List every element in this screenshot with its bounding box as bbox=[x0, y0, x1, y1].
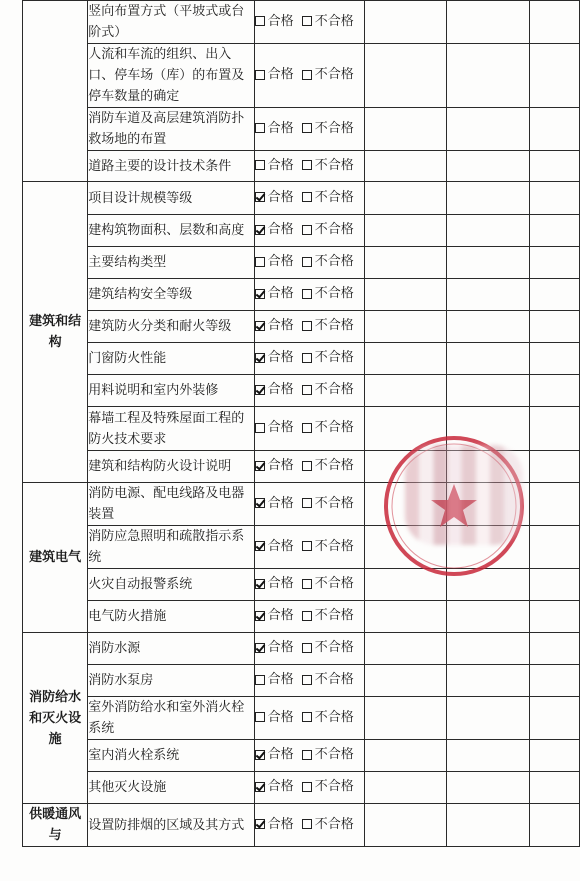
fail-option[interactable] bbox=[302, 776, 354, 797]
review-item-label: 门窗防火性能 bbox=[88, 343, 254, 375]
empty-cell bbox=[447, 108, 530, 151]
fail-option[interactable] bbox=[302, 417, 354, 438]
fail-option[interactable] bbox=[302, 219, 354, 240]
pass-option[interactable] bbox=[255, 744, 294, 765]
empty-cell bbox=[364, 772, 447, 804]
fail-checkbox[interactable] bbox=[302, 257, 312, 267]
empty-cell bbox=[447, 451, 530, 483]
result-cell bbox=[254, 247, 364, 279]
pass-label: 合格 bbox=[267, 222, 294, 238]
empty-cell bbox=[529, 526, 580, 569]
empty-cell bbox=[364, 215, 447, 247]
pass-label: 合格 bbox=[267, 382, 294, 398]
pass-option[interactable] bbox=[255, 637, 294, 658]
pass-checkbox[interactable] bbox=[255, 461, 265, 471]
fail-option[interactable] bbox=[302, 64, 354, 85]
empty-cell bbox=[364, 697, 447, 740]
pass-label: 合格 bbox=[267, 67, 294, 83]
table-row bbox=[23, 44, 580, 108]
empty-cell bbox=[447, 633, 530, 665]
fail-checkbox[interactable] bbox=[302, 289, 312, 299]
empty-cell bbox=[529, 279, 580, 311]
fail-checkbox[interactable] bbox=[302, 16, 312, 26]
empty-cell bbox=[364, 44, 447, 108]
empty-cell bbox=[447, 772, 530, 804]
pass-option[interactable] bbox=[255, 379, 294, 400]
pass-checkbox[interactable] bbox=[255, 225, 265, 235]
pass-label: 合格 bbox=[267, 318, 294, 334]
empty-cell bbox=[529, 247, 580, 279]
pass-option[interactable] bbox=[255, 605, 294, 626]
empty-cell bbox=[364, 633, 447, 665]
pass-checkbox[interactable] bbox=[255, 257, 265, 267]
fail-label: 不合格 bbox=[314, 67, 354, 83]
empty-cell bbox=[364, 311, 447, 343]
empty-cell bbox=[529, 804, 580, 847]
pass-checkbox[interactable] bbox=[255, 385, 265, 395]
pass-checkbox[interactable] bbox=[255, 289, 265, 299]
review-item-label: 其他灭火设施 bbox=[88, 772, 254, 804]
pass-label: 合格 bbox=[267, 254, 294, 270]
fail-option[interactable] bbox=[302, 118, 354, 139]
pass-checkbox[interactable] bbox=[255, 819, 265, 829]
pass-label: 合格 bbox=[267, 747, 294, 763]
category-cell: 消防给水和灭火设施 bbox=[23, 633, 88, 804]
fail-checkbox[interactable] bbox=[302, 750, 312, 760]
empty-cell bbox=[364, 343, 447, 375]
empty-cell bbox=[364, 375, 447, 407]
fail-checkbox[interactable] bbox=[302, 321, 312, 331]
empty-cell bbox=[364, 247, 447, 279]
fail-option[interactable] bbox=[302, 379, 354, 400]
pass-checkbox[interactable] bbox=[255, 353, 265, 363]
result-cell bbox=[254, 343, 364, 375]
empty-cell bbox=[529, 569, 580, 601]
result-cell bbox=[254, 151, 364, 182]
result-cell bbox=[254, 451, 364, 483]
fail-label: 不合格 bbox=[314, 576, 354, 592]
review-item-label: 道路主要的设计技术条件 bbox=[88, 151, 254, 182]
result-cell bbox=[254, 665, 364, 697]
review-item-label: 主要结构类型 bbox=[88, 247, 254, 279]
result-cell bbox=[254, 44, 364, 108]
empty-cell bbox=[447, 151, 530, 182]
table-row bbox=[23, 740, 580, 772]
empty-cell bbox=[447, 375, 530, 407]
empty-cell bbox=[529, 343, 580, 375]
pass-label: 合格 bbox=[267, 495, 294, 511]
pass-option[interactable] bbox=[255, 118, 294, 139]
category-cell: 建筑电气 bbox=[23, 483, 88, 633]
review-item-label: 人流和车流的组织、出入口、停车场（库）的布置及停车数量的确定 bbox=[88, 44, 254, 108]
empty-cell bbox=[529, 108, 580, 151]
fail-label: 不合格 bbox=[314, 222, 354, 238]
fail-label: 不合格 bbox=[314, 640, 354, 656]
pass-label: 合格 bbox=[267, 13, 294, 29]
review-item-label: 建筑和结构防火设计说明 bbox=[88, 451, 254, 483]
fail-label: 不合格 bbox=[314, 709, 354, 725]
pass-label: 合格 bbox=[267, 350, 294, 366]
empty-cell bbox=[447, 483, 530, 526]
result-cell bbox=[254, 633, 364, 665]
fail-label: 不合格 bbox=[314, 420, 354, 436]
pass-checkbox[interactable] bbox=[255, 498, 265, 508]
fail-label: 不合格 bbox=[314, 608, 354, 624]
table-row bbox=[23, 182, 580, 215]
pass-option[interactable] bbox=[255, 707, 294, 728]
table-row bbox=[23, 1, 580, 44]
result-cell bbox=[254, 279, 364, 311]
fail-option[interactable] bbox=[302, 155, 354, 176]
pass-option[interactable] bbox=[255, 155, 294, 176]
result-cell bbox=[254, 375, 364, 407]
review-item-label: 用料说明和室内外装修 bbox=[88, 375, 254, 407]
result-cell bbox=[254, 108, 364, 151]
fail-option[interactable] bbox=[302, 187, 354, 208]
result-cell bbox=[254, 772, 364, 804]
empty-cell bbox=[529, 375, 580, 407]
table-row bbox=[23, 483, 580, 526]
table-row bbox=[23, 451, 580, 483]
empty-cell bbox=[529, 697, 580, 740]
fail-label: 不合格 bbox=[314, 254, 354, 270]
empty-cell bbox=[447, 697, 530, 740]
fail-option[interactable] bbox=[302, 605, 354, 626]
pass-label: 合格 bbox=[267, 157, 294, 173]
empty-cell bbox=[447, 343, 530, 375]
empty-cell bbox=[364, 279, 447, 311]
empty-cell bbox=[529, 772, 580, 804]
result-cell bbox=[254, 311, 364, 343]
fail-checkbox[interactable] bbox=[302, 123, 312, 133]
pass-option[interactable] bbox=[255, 251, 294, 272]
pass-label: 合格 bbox=[267, 816, 294, 832]
empty-cell bbox=[529, 1, 580, 44]
fail-checkbox[interactable] bbox=[302, 541, 312, 551]
table-row bbox=[23, 665, 580, 697]
empty-cell bbox=[447, 247, 530, 279]
pass-option[interactable] bbox=[255, 187, 294, 208]
fail-option[interactable] bbox=[302, 251, 354, 272]
table-row bbox=[23, 247, 580, 279]
review-item-label: 火灾自动报警系统 bbox=[88, 569, 254, 601]
fail-option[interactable] bbox=[302, 637, 354, 658]
result-cell bbox=[254, 1, 364, 44]
table-row bbox=[23, 343, 580, 375]
fail-label: 不合格 bbox=[314, 189, 354, 205]
table-row bbox=[23, 569, 580, 601]
empty-cell bbox=[447, 311, 530, 343]
empty-cell bbox=[447, 1, 530, 44]
fail-label: 不合格 bbox=[314, 318, 354, 334]
empty-cell bbox=[447, 740, 530, 772]
empty-cell bbox=[364, 483, 447, 526]
empty-cell bbox=[529, 182, 580, 215]
review-item-label: 消防应急照明和疏散指示系统 bbox=[88, 526, 254, 569]
fail-label: 不合格 bbox=[314, 120, 354, 136]
pass-label: 合格 bbox=[267, 538, 294, 554]
empty-cell bbox=[364, 601, 447, 633]
pass-option[interactable] bbox=[255, 669, 294, 690]
pass-label: 合格 bbox=[267, 779, 294, 795]
review-item-label: 室内消火栓系统 bbox=[88, 740, 254, 772]
fail-checkbox[interactable] bbox=[302, 579, 312, 589]
fail-label: 不合格 bbox=[314, 13, 354, 29]
fail-option[interactable] bbox=[302, 283, 354, 304]
table-row bbox=[23, 279, 580, 311]
empty-cell bbox=[447, 215, 530, 247]
fail-label: 不合格 bbox=[314, 286, 354, 302]
result-cell bbox=[254, 483, 364, 526]
empty-cell bbox=[364, 451, 447, 483]
table-row bbox=[23, 375, 580, 407]
review-item-label: 建筑结构安全等级 bbox=[88, 279, 254, 311]
empty-cell bbox=[364, 569, 447, 601]
empty-cell bbox=[529, 665, 580, 697]
review-item-label: 幕墙工程及特殊屋面工程的防火技术要求 bbox=[88, 407, 254, 451]
empty-cell bbox=[529, 407, 580, 451]
table-row bbox=[23, 407, 580, 451]
pass-checkbox[interactable] bbox=[255, 712, 265, 722]
fail-label: 不合格 bbox=[314, 779, 354, 795]
pass-checkbox[interactable] bbox=[255, 750, 265, 760]
pass-option[interactable] bbox=[255, 536, 294, 557]
result-cell bbox=[254, 215, 364, 247]
table-row bbox=[23, 697, 580, 740]
pass-option[interactable] bbox=[255, 493, 294, 514]
empty-cell bbox=[364, 526, 447, 569]
review-item-label: 电气防火措施 bbox=[88, 601, 254, 633]
fail-checkbox[interactable] bbox=[302, 498, 312, 508]
review-item-label: 消防水源 bbox=[88, 633, 254, 665]
pass-option[interactable] bbox=[255, 283, 294, 304]
empty-cell bbox=[447, 279, 530, 311]
empty-cell bbox=[447, 665, 530, 697]
fail-label: 不合格 bbox=[314, 350, 354, 366]
fail-label: 不合格 bbox=[314, 458, 354, 474]
fail-option[interactable] bbox=[302, 707, 354, 728]
fail-option[interactable] bbox=[302, 814, 354, 835]
empty-cell bbox=[447, 526, 530, 569]
empty-cell bbox=[447, 44, 530, 108]
result-cell bbox=[254, 697, 364, 740]
empty-cell bbox=[364, 151, 447, 182]
pass-option[interactable] bbox=[255, 776, 294, 797]
empty-cell bbox=[529, 633, 580, 665]
empty-cell bbox=[447, 804, 530, 847]
pass-option[interactable] bbox=[255, 347, 294, 368]
pass-checkbox[interactable] bbox=[255, 123, 265, 133]
pass-option[interactable] bbox=[255, 11, 294, 32]
empty-cell bbox=[529, 740, 580, 772]
fail-label: 不合格 bbox=[314, 382, 354, 398]
fail-option[interactable] bbox=[302, 315, 354, 336]
pass-label: 合格 bbox=[267, 120, 294, 136]
pass-label: 合格 bbox=[267, 672, 294, 688]
table-row bbox=[23, 772, 580, 804]
fail-label: 不合格 bbox=[314, 495, 354, 511]
result-cell bbox=[254, 804, 364, 847]
pass-option[interactable] bbox=[255, 417, 294, 438]
fail-option[interactable] bbox=[302, 669, 354, 690]
fail-label: 不合格 bbox=[314, 747, 354, 763]
review-item-label: 消防车道及高层建筑消防扑救场地的布置 bbox=[88, 108, 254, 151]
pass-checkbox[interactable] bbox=[255, 611, 265, 621]
pass-option[interactable] bbox=[255, 64, 294, 85]
pass-checkbox[interactable] bbox=[255, 321, 265, 331]
fail-checkbox[interactable] bbox=[302, 611, 312, 621]
review-item-label: 建构筑物面积、层数和高度 bbox=[88, 215, 254, 247]
pass-checkbox[interactable] bbox=[255, 643, 265, 653]
fail-checkbox[interactable] bbox=[302, 675, 312, 685]
pass-checkbox[interactable] bbox=[255, 541, 265, 551]
empty-cell bbox=[364, 407, 447, 451]
empty-cell bbox=[529, 44, 580, 108]
pass-checkbox[interactable] bbox=[255, 70, 265, 80]
review-item-label: 设置防排烟的区域及其方式 bbox=[88, 804, 254, 847]
pass-label: 合格 bbox=[267, 286, 294, 302]
empty-cell bbox=[364, 1, 447, 44]
empty-cell bbox=[364, 804, 447, 847]
fail-checkbox[interactable] bbox=[302, 160, 312, 170]
pass-option[interactable] bbox=[255, 315, 294, 336]
fail-checkbox[interactable] bbox=[302, 461, 312, 471]
pass-label: 合格 bbox=[267, 189, 294, 205]
pass-label: 合格 bbox=[267, 458, 294, 474]
pass-checkbox[interactable] bbox=[255, 782, 265, 792]
fire-design-review-table bbox=[22, 0, 580, 847]
empty-cell bbox=[529, 151, 580, 182]
fail-label: 不合格 bbox=[314, 816, 354, 832]
empty-cell bbox=[529, 215, 580, 247]
fail-option[interactable] bbox=[302, 744, 354, 765]
pass-label: 合格 bbox=[267, 576, 294, 592]
empty-cell bbox=[529, 451, 580, 483]
fail-option[interactable] bbox=[302, 347, 354, 368]
empty-cell bbox=[529, 311, 580, 343]
empty-cell bbox=[529, 483, 580, 526]
pass-checkbox[interactable] bbox=[255, 423, 265, 433]
empty-cell bbox=[447, 569, 530, 601]
result-cell bbox=[254, 569, 364, 601]
fail-checkbox[interactable] bbox=[302, 353, 312, 363]
fail-checkbox[interactable] bbox=[302, 782, 312, 792]
review-item-label: 室外消防给水和室外消火栓系统 bbox=[88, 697, 254, 740]
review-item-label: 消防电源、配电线路及电器装置 bbox=[88, 483, 254, 526]
pass-checkbox[interactable] bbox=[255, 192, 265, 202]
fail-checkbox[interactable] bbox=[302, 712, 312, 722]
empty-cell bbox=[447, 601, 530, 633]
review-item-label: 竖向布置方式（平坡式或台阶式） bbox=[88, 1, 254, 44]
table-row bbox=[23, 311, 580, 343]
review-item-label: 建筑防火分类和耐火等级 bbox=[88, 311, 254, 343]
empty-cell bbox=[364, 108, 447, 151]
table-row bbox=[23, 526, 580, 569]
table-row bbox=[23, 108, 580, 151]
table-row bbox=[23, 804, 580, 847]
fail-checkbox[interactable] bbox=[302, 643, 312, 653]
result-cell bbox=[254, 182, 364, 215]
fail-option[interactable] bbox=[302, 536, 354, 557]
review-item-label: 消防水泵房 bbox=[88, 665, 254, 697]
result-cell bbox=[254, 740, 364, 772]
fail-checkbox[interactable] bbox=[302, 192, 312, 202]
fail-option[interactable] bbox=[302, 455, 354, 476]
empty-cell bbox=[447, 182, 530, 215]
pass-checkbox[interactable] bbox=[255, 16, 265, 26]
fail-label: 不合格 bbox=[314, 157, 354, 173]
result-cell bbox=[254, 601, 364, 633]
pass-label: 合格 bbox=[267, 608, 294, 624]
empty-cell bbox=[364, 182, 447, 215]
category-cell: 建筑和结构 bbox=[23, 182, 88, 483]
fail-checkbox[interactable] bbox=[302, 385, 312, 395]
pass-label: 合格 bbox=[267, 709, 294, 725]
fail-option[interactable] bbox=[302, 573, 354, 594]
result-cell bbox=[254, 407, 364, 451]
empty-cell bbox=[447, 407, 530, 451]
category-cell: 供暖通风与 bbox=[23, 804, 88, 847]
table-row bbox=[23, 151, 580, 182]
table-row bbox=[23, 633, 580, 665]
fail-checkbox[interactable] bbox=[302, 423, 312, 433]
table-row bbox=[23, 215, 580, 247]
fail-checkbox[interactable] bbox=[302, 225, 312, 235]
pass-label: 合格 bbox=[267, 640, 294, 656]
pass-option[interactable] bbox=[255, 455, 294, 476]
result-cell bbox=[254, 526, 364, 569]
pass-option[interactable] bbox=[255, 219, 294, 240]
pass-checkbox[interactable] bbox=[255, 160, 265, 170]
fail-option[interactable] bbox=[302, 493, 354, 514]
pass-checkbox[interactable] bbox=[255, 675, 265, 685]
empty-cell bbox=[364, 665, 447, 697]
fail-label: 不合格 bbox=[314, 538, 354, 554]
pass-label: 合格 bbox=[267, 420, 294, 436]
category-cell bbox=[23, 1, 88, 182]
fail-label: 不合格 bbox=[314, 672, 354, 688]
empty-cell bbox=[529, 601, 580, 633]
table-row bbox=[23, 601, 580, 633]
fail-checkbox[interactable] bbox=[302, 819, 312, 829]
pass-checkbox[interactable] bbox=[255, 579, 265, 589]
pass-option[interactable] bbox=[255, 573, 294, 594]
empty-cell bbox=[364, 740, 447, 772]
pass-option[interactable] bbox=[255, 814, 294, 835]
fail-checkbox[interactable] bbox=[302, 70, 312, 80]
review-item-label: 项目设计规模等级 bbox=[88, 182, 254, 215]
fail-option[interactable] bbox=[302, 11, 354, 32]
